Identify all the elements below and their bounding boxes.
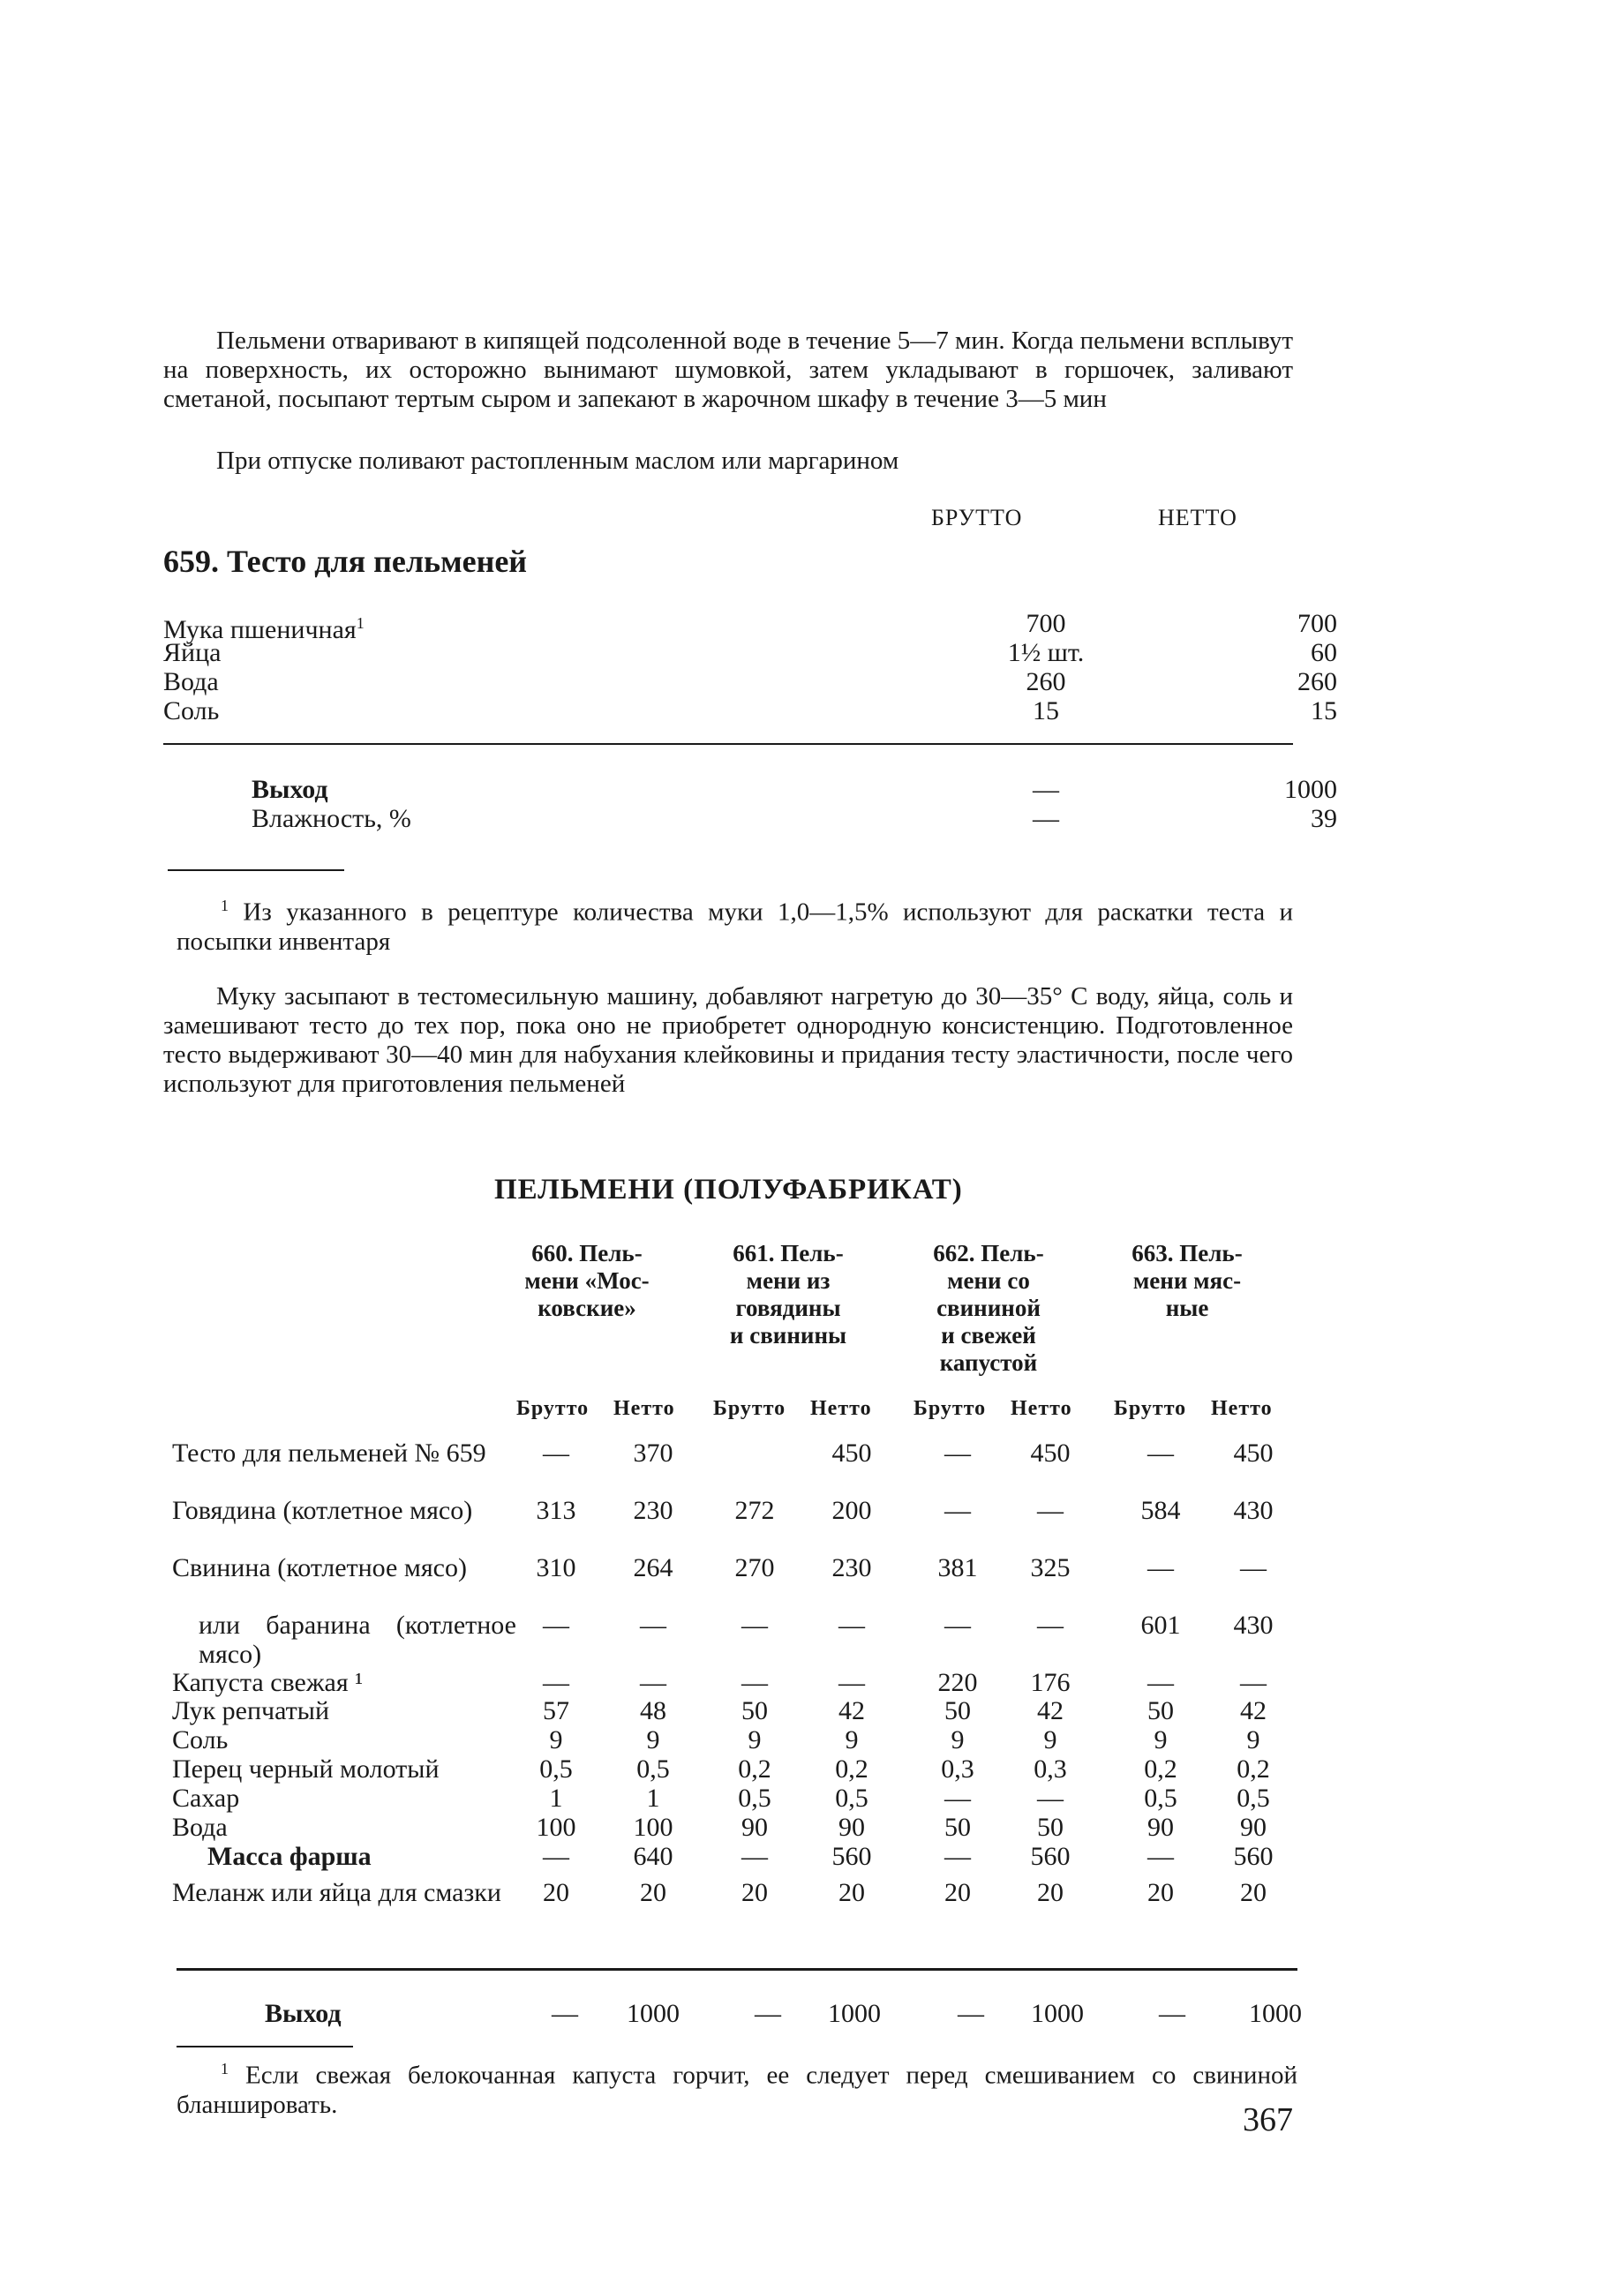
cell-value: 450 bbox=[1233, 1439, 1274, 1468]
cell-value: — bbox=[640, 1668, 666, 1697]
cell-value: 9 bbox=[951, 1725, 965, 1754]
output-value: 1000 bbox=[1249, 1999, 1302, 2028]
cell-value: 230 bbox=[633, 1496, 673, 1525]
cell-value: 9 bbox=[1043, 1725, 1057, 1754]
subheader-brutto: Брутто bbox=[713, 1397, 786, 1420]
cell-value: 9 bbox=[1154, 1725, 1168, 1754]
cell-value: 370 bbox=[633, 1439, 673, 1468]
brutto-value: 1½ шт. bbox=[1007, 638, 1085, 667]
table-row bbox=[163, 609, 1337, 644]
cell-value: 0,2 bbox=[1237, 1754, 1270, 1784]
cell-value: 272 bbox=[734, 1496, 775, 1525]
ingredient-name: или баранина (котлетное мясо) bbox=[199, 1611, 516, 1669]
ingredients-table bbox=[163, 609, 1337, 725]
cell-value: 9 bbox=[1246, 1725, 1260, 1754]
cell-value: — bbox=[1037, 1496, 1064, 1525]
cell-value: 42 bbox=[1240, 1696, 1267, 1725]
cell-value: 220 bbox=[937, 1668, 978, 1697]
cell-value: 50 bbox=[741, 1696, 768, 1725]
cell-value: 176 bbox=[1030, 1668, 1071, 1697]
column-header-netto: НЕТТО bbox=[1158, 505, 1237, 530]
section-title: ПЕЛЬМЕНИ (ПОЛУФАБРИКАТ) bbox=[494, 1174, 963, 1206]
ingredient-name: Капуста свежая ¹ bbox=[172, 1668, 364, 1697]
netto-value: 15 bbox=[1311, 696, 1337, 725]
cell-value: 230 bbox=[831, 1553, 872, 1582]
cell-value: 90 bbox=[838, 1813, 865, 1842]
cell-value: — bbox=[1240, 1553, 1267, 1582]
ingredient-name: Мука пшеничная$^1$ bbox=[163, 614, 365, 644]
cell-value: 100 bbox=[536, 1813, 576, 1842]
ingredient-name: Меланж или яйца для смазки bbox=[172, 1878, 501, 1907]
ingredient-name: Яйца bbox=[163, 638, 222, 667]
footnote-rule bbox=[168, 869, 344, 871]
cell-value: 20 bbox=[741, 1878, 768, 1907]
subheader-netto: Нетто bbox=[613, 1397, 675, 1420]
cell-value: — bbox=[1240, 1668, 1267, 1697]
cell-value: 0,3 bbox=[1034, 1754, 1067, 1784]
cell-value: 20 bbox=[838, 1878, 865, 1907]
cell-value: 20 bbox=[1240, 1878, 1267, 1907]
output-value: 1000 bbox=[1031, 1999, 1084, 2028]
cell-value: 450 bbox=[1030, 1439, 1071, 1468]
cell-value: — bbox=[640, 1611, 666, 1640]
column-title-662: 662. Пель- мени со свининой и свежей капустой bbox=[933, 1240, 1044, 1376]
cell-value: 48 bbox=[640, 1696, 666, 1725]
cell-value: 270 bbox=[734, 1553, 775, 1582]
cell-value: — bbox=[543, 1611, 569, 1640]
subheader-netto: Нетто bbox=[810, 1397, 872, 1420]
cell-value: — bbox=[944, 1784, 971, 1813]
column-title-660: 660. Пель- мени «Мос- ковские» bbox=[524, 1240, 650, 1321]
moisture-label: Влажность, % bbox=[252, 804, 411, 833]
output-value: — bbox=[1159, 1999, 1185, 2028]
subheader-brutto: Брутто bbox=[1114, 1397, 1187, 1420]
cell-value: — bbox=[1147, 1553, 1174, 1582]
output-block bbox=[163, 775, 1337, 833]
cell-value: 9 bbox=[748, 1725, 762, 1754]
cell-value: — bbox=[944, 1496, 971, 1525]
cell-value: 200 bbox=[831, 1496, 872, 1525]
ingredient-name: Свинина (котлетное мясо) bbox=[172, 1553, 467, 1582]
output-netto: 1000 bbox=[1284, 775, 1337, 804]
cell-value: — bbox=[1147, 1439, 1174, 1468]
cell-value: 0,2 bbox=[835, 1754, 868, 1784]
cell-value: 9 bbox=[646, 1725, 660, 1754]
footnote-rule bbox=[177, 2046, 353, 2047]
ingredient-name: Говядина (котлетное мясо) bbox=[172, 1496, 473, 1525]
cell-value: 90 bbox=[1147, 1813, 1174, 1842]
cell-value: 20 bbox=[944, 1878, 971, 1907]
ingredient-name: Перец черный молотый bbox=[172, 1754, 440, 1784]
output-label: Выход bbox=[252, 775, 328, 804]
cell-value: 310 bbox=[536, 1553, 576, 1582]
serving-note: При отпуске поливают растопленным маслом или маргарином bbox=[216, 447, 899, 475]
output-value: — bbox=[755, 1999, 781, 2028]
cell-value: — bbox=[944, 1439, 971, 1468]
netto-value: 700 bbox=[1297, 609, 1337, 638]
cell-value: 430 bbox=[1233, 1611, 1274, 1640]
cell-value: 560 bbox=[1233, 1842, 1274, 1871]
cell-value: 20 bbox=[640, 1878, 666, 1907]
cell-value: 50 bbox=[944, 1696, 971, 1725]
ingredient-name: Сахар bbox=[172, 1784, 240, 1813]
table-row bbox=[163, 667, 1337, 696]
output-value: 1000 bbox=[627, 1999, 680, 2028]
cell-value: — bbox=[838, 1611, 865, 1640]
cell-value: 0,2 bbox=[738, 1754, 771, 1784]
cell-value: 560 bbox=[831, 1842, 872, 1871]
cell-value: 57 bbox=[543, 1696, 569, 1725]
table-row bbox=[163, 638, 1337, 667]
ingredient-name: Вода bbox=[163, 667, 219, 696]
cell-value: — bbox=[838, 1668, 865, 1697]
cell-value: — bbox=[741, 1668, 768, 1697]
cell-value: 9 bbox=[549, 1725, 563, 1754]
output-label: Выход bbox=[265, 1999, 342, 2028]
cell-value: 100 bbox=[633, 1813, 673, 1842]
output-brutto: — bbox=[1033, 775, 1059, 804]
output-row bbox=[163, 775, 1337, 804]
cell-value: 0,3 bbox=[941, 1754, 974, 1784]
ingredient-name: Масса фарша bbox=[207, 1842, 372, 1871]
cell-value: 0,2 bbox=[1144, 1754, 1177, 1784]
cell-value: 601 bbox=[1140, 1611, 1181, 1640]
cell-value: — bbox=[543, 1439, 569, 1468]
netto-value: 60 bbox=[1311, 638, 1337, 667]
cell-value: 50 bbox=[1147, 1696, 1174, 1725]
cell-value: — bbox=[741, 1842, 768, 1871]
page-number: 367 bbox=[1243, 2101, 1293, 2138]
subheader-netto: Нетто bbox=[1011, 1397, 1072, 1420]
column-title-661: 661. Пель- мени из говядины и свинины bbox=[729, 1240, 847, 1349]
cell-value: — bbox=[1037, 1611, 1064, 1640]
cell-value: 20 bbox=[1147, 1878, 1174, 1907]
cell-value: 1 bbox=[646, 1784, 660, 1813]
table-row bbox=[163, 696, 1337, 725]
ingredient-name: Вода bbox=[172, 1813, 228, 1842]
output-value: — bbox=[958, 1999, 984, 2028]
cell-value: — bbox=[944, 1842, 971, 1871]
cell-value: 1 bbox=[549, 1784, 563, 1813]
cell-value: 430 bbox=[1233, 1496, 1274, 1525]
cell-value: 90 bbox=[741, 1813, 768, 1842]
cell-value: — bbox=[1037, 1784, 1064, 1813]
ingredient-name: Тесто для пельменей № 659 bbox=[172, 1439, 486, 1468]
cell-value: 0,5 bbox=[738, 1784, 771, 1813]
cell-value: 9 bbox=[845, 1725, 859, 1754]
column-header-brutto: БРУТТО bbox=[931, 505, 1023, 530]
preparation-method: Муку засыпают в тестомесильную машину, добавляют нагретую до 30—35° С воду, яйца, соль и замешивают тесто до тех пор, пока оно не приобретет однородную консистенцию. Подготовленное тесто выдерживают 30—40 мин для набухания клейковины и придания тесту эластичности, после чего используют для приготовления пельменей bbox=[163, 982, 1293, 1098]
cell-value: 584 bbox=[1140, 1496, 1181, 1525]
cell-value: — bbox=[1147, 1842, 1174, 1871]
cell-value: — bbox=[741, 1611, 768, 1640]
brutto-value: 260 bbox=[1026, 667, 1066, 696]
cell-value: 381 bbox=[937, 1553, 978, 1582]
brutto-value: 15 bbox=[1033, 696, 1059, 725]
cell-value: 50 bbox=[944, 1813, 971, 1842]
output-value: 1000 bbox=[828, 1999, 881, 2028]
moisture-netto: 39 bbox=[1311, 804, 1337, 833]
subheader-netto: Нетто bbox=[1211, 1397, 1273, 1420]
cell-value: 450 bbox=[831, 1439, 872, 1468]
cell-value: 313 bbox=[536, 1496, 576, 1525]
cell-value: 20 bbox=[543, 1878, 569, 1907]
cell-value: 0,5 bbox=[539, 1754, 573, 1784]
footnote: $^1$ Из указанного в рецептуре количества муки 1,0—1,5% используют для раскатки теста и посыпки инвентаря bbox=[177, 897, 1294, 956]
cell-value: 42 bbox=[838, 1696, 865, 1725]
ingredient-name: Соль bbox=[163, 696, 220, 725]
cell-value: 0,5 bbox=[636, 1754, 670, 1784]
ingredient-name: Лук репчатый bbox=[172, 1696, 329, 1725]
column-title-663: 663. Пель- мени мяс- ные bbox=[1132, 1240, 1243, 1321]
cell-value: 264 bbox=[633, 1553, 673, 1582]
cell-value: — bbox=[543, 1842, 569, 1871]
cell-value: 0,5 bbox=[1144, 1784, 1177, 1813]
cell-value: 325 bbox=[1030, 1553, 1071, 1582]
cell-value: 90 bbox=[1240, 1813, 1267, 1842]
cell-value: 640 bbox=[633, 1842, 673, 1871]
intro-paragraph: Пельмени отваривают в кипящей подсоленной воде в течение 5—7 мин. Когда пельмени всплывут на поверхность, их осторожно вынимают шумовкой, затем укладывают в горшочек, заливают сметаной, посыпают тертым сыром и запекают в жарочном шкафу в течение 3—5 мин bbox=[163, 327, 1293, 413]
netto-value: 260 bbox=[1297, 667, 1337, 696]
ingredient-name: Соль bbox=[172, 1725, 229, 1754]
cell-value: 0,5 bbox=[1237, 1784, 1270, 1813]
brutto-value: 700 bbox=[1026, 609, 1066, 638]
cell-value: — bbox=[1147, 1668, 1174, 1697]
cell-value: 50 bbox=[1037, 1813, 1064, 1842]
cell-value: 0,5 bbox=[835, 1784, 868, 1813]
table-divider bbox=[177, 1968, 1297, 1971]
cell-value: — bbox=[944, 1611, 971, 1640]
output-value: — bbox=[552, 1999, 578, 2028]
recipe-title: 659. Тесто для пельменей bbox=[163, 544, 528, 579]
footnote: $^1$ Если свежая белокочанная капуста горчит, ее следует перед смешиванием со свининой бланшировать. bbox=[177, 2060, 1297, 2119]
cell-value: 42 bbox=[1037, 1696, 1064, 1725]
subheader-brutto: Брутто bbox=[516, 1397, 590, 1420]
cell-value: 560 bbox=[1030, 1842, 1071, 1871]
cell-value: — bbox=[543, 1668, 569, 1697]
cell-value: 20 bbox=[1037, 1878, 1064, 1907]
subheader-brutto: Брутто bbox=[914, 1397, 987, 1420]
moisture-brutto: — bbox=[1033, 804, 1059, 833]
moisture-row bbox=[163, 804, 1337, 833]
table-divider bbox=[163, 743, 1293, 745]
